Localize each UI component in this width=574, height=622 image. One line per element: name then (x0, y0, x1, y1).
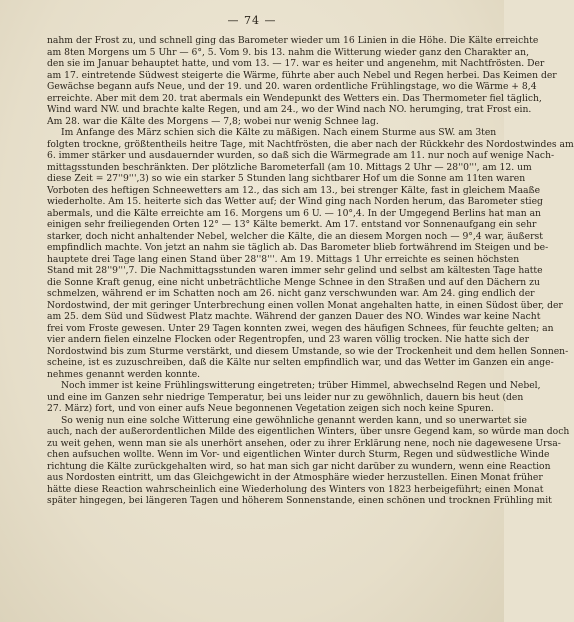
text-line: am 25. dem Süd und Südwest Platz machte. Während der ganzen Dauer des NO. Windes war keine Nacht (47, 311, 541, 322)
text-line: chen aufsuchen wollte. Wenn im Vor- und eigentlichen Winter durch Sturm, Regen und südwestliche Winde (47, 449, 550, 460)
text-line: nahm der Frost zu, und schnell ging das Barometer wieder um 16 Linien in die Höhe. Die Kälte erreichte (47, 35, 539, 46)
text-line: frei vom Froste gewesen. Unter 29 Tagen konnten zwei, wegen des häufigen Schnees, für feuchte gelten; an (47, 322, 554, 334)
text-line: am 17. eintretende Südwest steigerte die Wärme, führte aber auch Nebel und Regen herbei. Das Keimen der (47, 69, 557, 81)
page-number: — 74 — (227, 14, 277, 27)
text-line: vier andern fielen einzelne Flocken oder Regentropfen, und 23 waren völlig trocken. Nie hatte sich der (47, 334, 529, 345)
paragraph (47, 414, 570, 507)
text-line: die Sonne Kraft genug, eine nicht unbeträchtliche Menge Schnee in den Straßen und auf den Dächern zu (47, 276, 540, 288)
text-line: zu weit gehen, wenn man sie als unerhört ansehen, oder zu ihrer Erklärung nene, noch nie dagewesene Ursa- (47, 437, 561, 449)
text-line: auch, nach der außerordentlichen Milde des eigentlichen Winters, über unsre Gegend kam, so würde man doch (47, 426, 570, 437)
text-line: abermals, und die Kälte erreichte am 16. Morgens um 6 U. — 10°,4. In der Umgegend Berlins hat man an (47, 207, 541, 219)
text-line: starker, doch nicht anhaltender Nebel, welcher die Kälte, die an diesem Morgen noch — 9°,4 war, äußerst (47, 230, 543, 242)
text-line: Gewächse begann aufs Neue, und der 19. und 20. waren ordentliche Frühlingstage, wo die Wärme + 8,4 (47, 81, 537, 92)
text-line: richtung die Kälte zurückgehalten wird, so hat man sich gar nicht darüber zu wundern, wenn eine Reaction (47, 460, 551, 472)
text-line: hauptete drei Tage lang einen Stand über 28''8'''. Am 19. Mittags 1 Uhr erreichte es seinen höchsten (47, 253, 520, 265)
text-line: 27. März) fort, und von einer aufs Neue begonnenen Vegetation zeigen sich noch keine Spuren. (47, 403, 494, 414)
text-line: Nordostwind bis zum Sturme verstärkt, und diesem Umstande, so wie der Trockenheit und dem hellen Sonnen- (47, 345, 569, 357)
text-line: Stand mit 28''9''',7. Die Nachmittagsstunden waren immer sehr gelind und selbst am kältesten Tage hatte (47, 265, 543, 276)
text-line: Nordostwind, der mit geringer Unterbrechung einen vollen Monat angehalten hatte, in einen Südost über, der (47, 299, 563, 311)
text-line: Im Anfange des März schien sich die Kälte zu mäßigen. Nach einem Sturme aus SW. am 3ten (61, 127, 497, 138)
text-line: nehmes genannt werden konnte. (47, 368, 201, 380)
text-line: später hingegen, bei längeren Tagen und höherem Sonnenstande, einen schönen und trocknen Frühling mit (47, 495, 552, 506)
text-line: folgten trockne, größtentheils heitre Tage, mit Nachtfrösten, die aber nach der Rückkehr des Nordostwindes am (47, 138, 574, 150)
text-line: Vorboten des heftigen Schneewetters am 12., das sich am 13., bei strenger Kälte, fast in gleichem Maaße (47, 184, 541, 196)
paragraph (47, 127, 574, 380)
text-line: So wenig nun eine solche Witterung eine gewöhnliche genannt werden kann, und so unerwartet sie (61, 414, 527, 426)
text-line: empfindlich machte. Von jetzt an nahm sie täglich ab. Das Barometer blieb fortwährend im Steigen und be- (47, 242, 549, 253)
text-line: schmelzen, während er im Schatten noch am 26. nicht ganz verschwunden war. Am 24. ging endlich der (47, 288, 535, 299)
paragraph (47, 380, 541, 415)
text-line: Noch immer ist keine Frühlingswitterung eingetreten; trüber Himmel, abwechselnd Regen und Nebel, (61, 380, 541, 391)
text-line: den sie im Januar behauptet hatte, und vom 13. — 17. war es heiter und angenehm, mit Nachtfrösten. Der (47, 58, 545, 69)
text-line: wiederholte. Am 15. heiterte sich das Wetter auf; der Wind ging nach Norden herum, das Barometer stieg (47, 196, 543, 207)
text-line: diese Zeit = 27''9''',3) so wie ein starker 5 Stunden lang sichtbarer Hof um die Sonne am 11ten waren (47, 173, 526, 184)
text-line: hätte diese Reaction wahrscheinlich eine Wiederholung des Winters von 1823 herbeigeführt; einen Monat (47, 483, 544, 495)
text-line: scheine, ist es zuzuschreiben, daß die Kälte nur selten empfindlich war, und das Wetter im Ganzen ein ange- (47, 357, 554, 368)
text-line: 6. immer stärker und ausdauernder wurden, so daß sich die Wärmegrade am 11. nur noch auf wenige Nach- (47, 150, 555, 161)
text-line: und eine im Ganzen sehr niedrige Temperatur, bei uns leider nur zu gewöhnlich, dauern bis heut (den (47, 391, 524, 403)
text-line: Wind ward NW. und brachte kalte Regen, und am 24., wo der Wind nach NO. herumging, trat Frost ein. (47, 104, 532, 115)
text-line: Am 28. war die Kälte des Morgens — 7,8; wobei nur wenig Schnee lag. (47, 115, 379, 127)
text-line: am 8ten Morgens um 5 Uhr — 6°, 5. Vom 9. bis 13. nahm die Witterung wieder ganz den Charakter an, (47, 46, 529, 58)
text-line: einigen sehr freiliegenden Orten 12° — 13° Kälte bemerkt. Am 17. entstand vor Sonnenaufgang ein sehr (47, 219, 537, 230)
text-line: mittagsstunden beschränkten. Der plötzliche Barometerfall (am 10. Mittags 2 Uhr — 28''0''', am 12. um (47, 161, 532, 173)
paragraph (47, 35, 557, 127)
text-line: aus Nordosten eintritt, um das Gleichgewicht in der Atmosphäre wieder herzustellen. Einen Monat früher (47, 472, 543, 483)
text-line: erreichte. Aber mit dem 20. trat abermals ein Wendepunkt des Wetters ein. Das Thermometer fiel täglich, (47, 92, 542, 104)
body-text (47, 35, 574, 507)
